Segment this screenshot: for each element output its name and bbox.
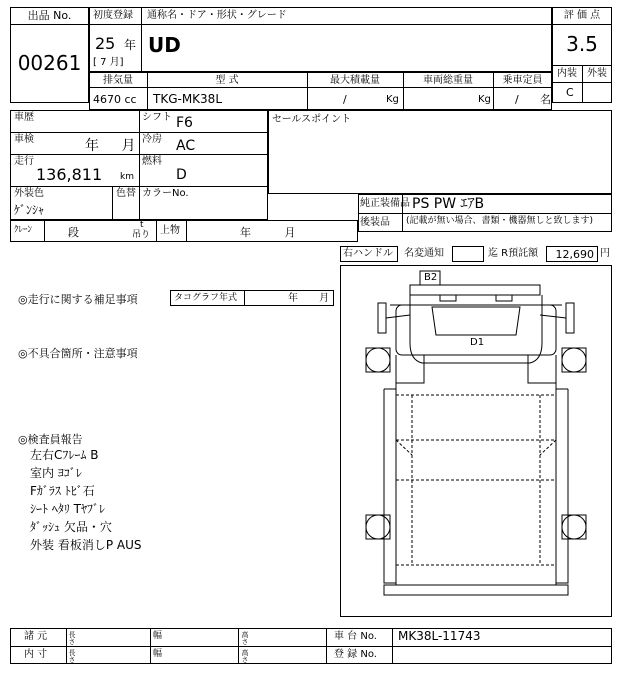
km-unit: km	[120, 172, 134, 182]
inspector-line: ﾀﾞｯｼｭ 欠品・穴	[30, 520, 112, 534]
width-label: 幅	[153, 649, 163, 659]
kg-unit-2: Kg	[478, 94, 491, 105]
first-reg-month: [ 7 月]	[93, 57, 124, 68]
inspection-label: 車検	[14, 134, 34, 145]
year-unit: 年	[124, 38, 137, 52]
height-label: 高さ	[241, 631, 249, 645]
displacement-label: 排気量	[103, 75, 133, 86]
width-label: 幅	[153, 631, 163, 641]
right-hand-label: 右ハンドル	[343, 248, 393, 259]
specs-label: 諸 元	[24, 631, 48, 642]
aftermarket-label: 後装品	[360, 217, 390, 228]
chassis-number: MK38L-11743	[398, 629, 481, 643]
lot-no-label: 出品 No.	[27, 9, 72, 22]
tacho-value: 年 月	[288, 293, 330, 304]
mileage-label: 走行	[14, 156, 34, 167]
first-reg-year: 25	[95, 34, 116, 53]
crane-ton-unit: t	[140, 220, 144, 230]
kg-unit-1: Kg	[386, 94, 399, 105]
name-change-label: 名変通知	[404, 248, 444, 259]
color-code-label: カラーNo.	[142, 188, 189, 199]
damage-mark-b2: B2	[424, 272, 438, 283]
model-label: 型 式	[215, 75, 239, 86]
aftermarket-note: (記載が無い場合、書類・機器無しと致します)	[406, 216, 594, 226]
interior-size-label: 内 寸	[24, 649, 48, 660]
driving-notes-label: ◎走行に関する補足事項	[18, 293, 138, 306]
crane-label: ｸﾚｰﾝ	[14, 225, 33, 235]
vehicle-name: UD	[148, 33, 181, 57]
registration-label: 登 録 No.	[334, 649, 377, 660]
exterior-label: 外装	[587, 68, 607, 79]
chassis-label: 車 台 No.	[334, 631, 377, 642]
max-load-label: 最大積載量	[330, 75, 380, 86]
upper-value: 年 月	[240, 226, 296, 239]
gross-weight-label: 車両総重量	[423, 75, 473, 86]
score-value: 3.5	[566, 32, 598, 56]
max-load-value: /	[343, 93, 347, 106]
shift-label: シフト	[142, 112, 172, 123]
history-label: 車歴	[14, 112, 34, 123]
score-label: 評 価 点	[563, 10, 601, 21]
inspector-line: 左右Cﾌﾚｰﾑ B	[30, 448, 99, 462]
shift-value: F6	[176, 115, 193, 131]
capacity-value: /	[515, 93, 519, 106]
interior-grade: C	[566, 86, 574, 99]
ac-value: AC	[176, 138, 196, 154]
fuel-label: 燃料	[142, 156, 162, 167]
tacho-label: タコグラフ年式	[174, 293, 238, 303]
length-label: 長さ	[68, 631, 76, 645]
crane-stage-unit: 段	[68, 226, 79, 239]
crane-row	[10, 220, 358, 242]
fuel-value: D	[176, 167, 187, 183]
name-change-box	[452, 246, 484, 262]
recycle-label: 迄 R預託額	[488, 248, 539, 259]
equipment-value: PS PW ｴｱB	[412, 196, 485, 212]
defect-notes-label: ◎不具合箇所・注意事項	[18, 347, 138, 360]
equipment-label: 純正装備品	[360, 198, 410, 209]
vehicle-name-label: 通称名・ドア・形状・グレード	[147, 10, 287, 21]
color-change-label: 色替	[116, 188, 136, 199]
sales-point-label: セールスポイント	[272, 114, 352, 125]
inspector-line: Fｶﾞﾗｽ ﾄﾋﾞ石	[30, 484, 95, 498]
lot-number: 00261	[17, 51, 82, 75]
yen-unit: 円	[600, 248, 610, 259]
length-label: 長さ	[68, 649, 76, 663]
ac-label: 冷房	[142, 134, 162, 145]
inspector-line: ｼｰﾄ ﾍﾀﾘ Tﾔﾌﾞﾚ	[30, 502, 105, 516]
inspector-line: 室内 ﾖｺﾞﾚ	[30, 466, 82, 480]
displacement-value: 4670 cc	[93, 93, 137, 106]
upper-label: 上物	[160, 225, 180, 236]
interior-label: 内装	[557, 68, 577, 79]
mileage-value: 136,811	[36, 165, 103, 184]
inspector-line: 外装 看板消しP AUS	[30, 538, 142, 552]
color-value: ｹﾞﾝｼｬ	[14, 203, 45, 217]
height-label: 高さ	[241, 649, 249, 663]
capacity-label: 乗車定員	[502, 75, 543, 86]
color-label: 外装色	[14, 188, 44, 199]
model-value: TKG-MK38L	[153, 92, 223, 106]
truck-diagram	[340, 265, 612, 617]
inspector-report-label: ◎検査員報告	[18, 433, 83, 446]
recycle-fee: 12,690	[555, 248, 594, 261]
damage-mark-d1: D1	[470, 337, 485, 348]
crane-lift-unit: 吊り	[132, 230, 151, 240]
inspection-value: 年 月	[85, 138, 136, 154]
capacity-unit: 名	[540, 93, 551, 106]
first-reg-label: 初度登録	[93, 10, 133, 21]
